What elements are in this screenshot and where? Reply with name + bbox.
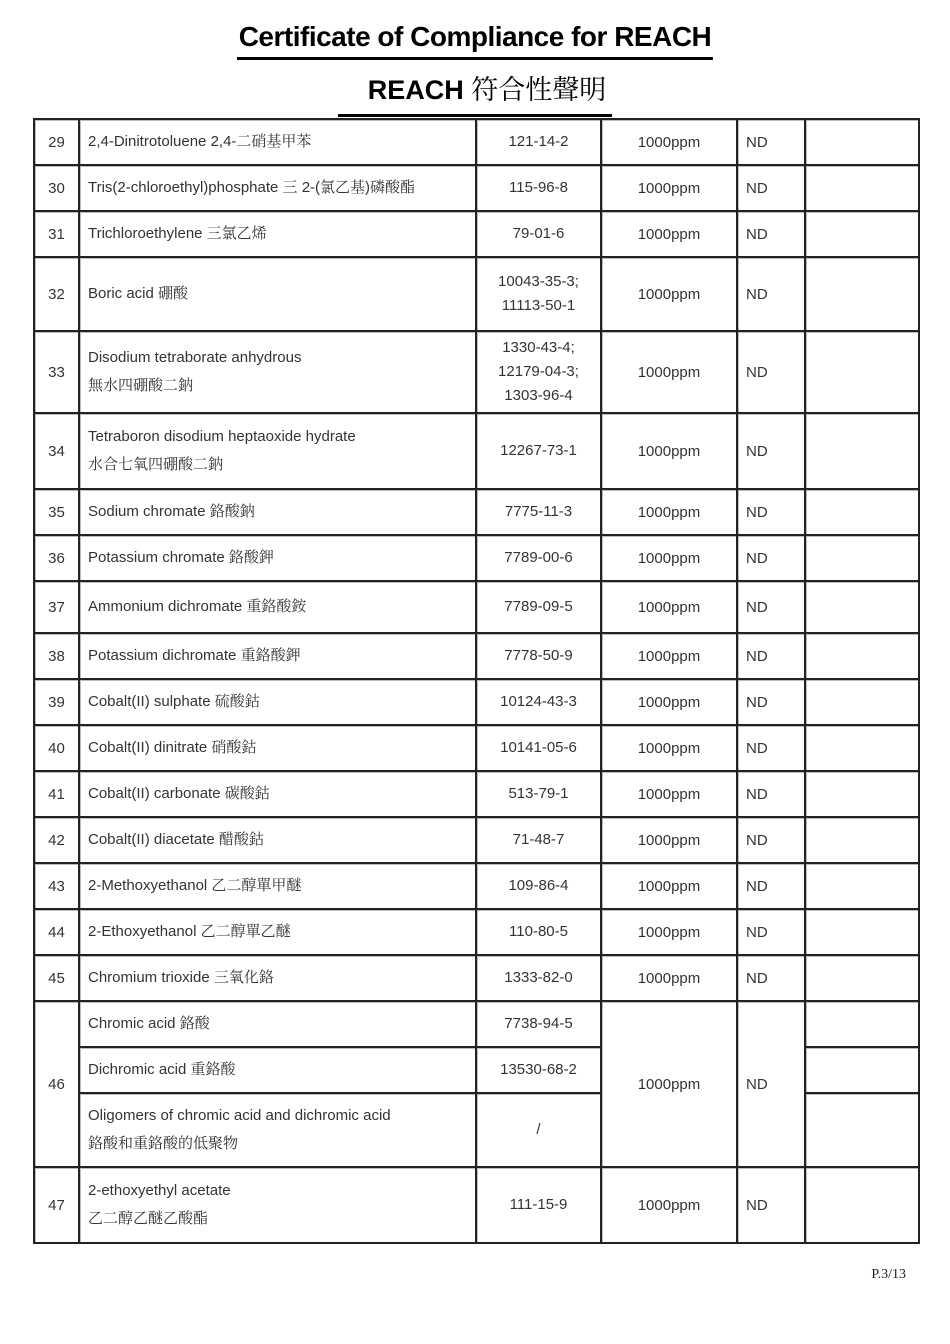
certificate-subtitle: REACH 符合性聲明 — [0, 70, 950, 117]
remark-cell — [806, 1002, 920, 1048]
limit-value: 1000ppm — [602, 332, 738, 414]
limit-value: 1000ppm — [602, 956, 738, 1002]
row-number: 43 — [35, 864, 80, 910]
substance-name-en: Cobalt(II) carbonate 碳酸鈷 — [88, 785, 270, 802]
row-number: 44 — [35, 910, 80, 956]
remark-cell — [806, 956, 920, 1002]
limit-value: 1000ppm — [602, 536, 738, 582]
substance-name-en: Chromium trioxide 三氧化鉻 — [88, 969, 274, 986]
substance-name-en: Oligomers of chromic acid and dichromic acid — [88, 1107, 391, 1124]
test-result: ND — [738, 772, 806, 818]
remark-cell — [806, 864, 920, 910]
row-number: 32 — [35, 258, 80, 332]
substance-name — [80, 582, 477, 634]
table-row — [35, 864, 920, 910]
test-result: ND — [738, 414, 806, 490]
remark-cell — [806, 490, 920, 536]
substance-name-en: 2-Methoxyethanol 乙二醇單甲醚 — [88, 877, 302, 894]
cas-number — [477, 536, 602, 582]
remark-cell — [806, 166, 920, 212]
remark-cell — [806, 818, 920, 864]
row-number: 46 — [35, 1002, 80, 1168]
cas-number: 13530-68-2 — [477, 1048, 602, 1094]
test-result: ND — [738, 120, 806, 166]
cas-number — [477, 772, 602, 818]
limit-value: 1000ppm — [602, 864, 738, 910]
substance-name — [80, 414, 477, 490]
test-result: ND — [738, 582, 806, 634]
table-row — [35, 1002, 920, 1048]
cas-number — [477, 818, 602, 864]
row-number: 45 — [35, 956, 80, 1002]
test-result: ND — [738, 1168, 806, 1244]
table-row — [35, 726, 920, 772]
remark-cell — [806, 258, 920, 332]
table-row — [35, 536, 920, 582]
limit-value: 1000ppm — [602, 120, 738, 166]
remark-cell — [806, 414, 920, 490]
cas-number — [477, 956, 602, 1002]
substance-name-en: Boric acid 硼酸 — [88, 285, 189, 302]
row-number: 35 — [35, 490, 80, 536]
cas-number — [477, 414, 602, 490]
row-number: 30 — [35, 166, 80, 212]
substance-name-zh: 水合七氧四硼酸二鈉 — [88, 456, 224, 473]
substance-name — [80, 910, 477, 956]
row-number: 47 — [35, 1168, 80, 1244]
substance-name — [80, 332, 477, 414]
substance-name-en: Cobalt(II) diacetate 醋酸鈷 — [88, 831, 264, 848]
substance-name — [80, 1048, 477, 1094]
limit-value: 1000ppm — [602, 582, 738, 634]
row-number: 33 — [35, 332, 80, 414]
remark-cell — [806, 634, 920, 680]
table-row — [35, 166, 920, 212]
remark-cell — [806, 1168, 920, 1244]
cas-line: 11113-50-1 — [501, 297, 576, 314]
table-row — [35, 956, 920, 1002]
table-row — [35, 332, 920, 414]
cas-line: 71-48-7 — [512, 831, 565, 848]
substance-name-en: Ammonium dichromate 重鉻酸銨 — [88, 598, 307, 615]
table-row — [35, 212, 920, 258]
substance-name — [80, 1002, 477, 1048]
cas-number — [477, 680, 602, 726]
substance-name — [80, 818, 477, 864]
row-number: 38 — [35, 634, 80, 680]
remark-cell — [806, 582, 920, 634]
remark-cell — [806, 1048, 920, 1094]
cas-line: 79-01-6 — [512, 225, 565, 242]
substance-name-en: Potassium chromate 鉻酸鉀 — [88, 549, 274, 566]
substance-name — [80, 864, 477, 910]
substance-name-zh: 乙二醇乙醚乙酸酯 — [88, 1210, 209, 1227]
substance-name-zh: 鉻酸和重鉻酸的低聚物 — [88, 1135, 239, 1152]
substance-name-en: 2,4-Dinitrotoluene 2,4-二硝基甲苯 — [88, 133, 312, 150]
remark-cell — [806, 726, 920, 772]
table-row — [35, 120, 920, 166]
test-result: ND — [738, 680, 806, 726]
cas-number — [477, 726, 602, 772]
cas-line: 513-79-1 — [508, 785, 569, 802]
substance-name-en: Trichloroethylene 三氯乙烯 — [88, 225, 267, 242]
cas-number: / — [477, 1094, 602, 1168]
limit-value: 1000ppm — [602, 212, 738, 258]
test-result: ND — [738, 490, 806, 536]
cas-line: 10124-43-3 — [500, 693, 577, 710]
cas-number — [477, 120, 602, 166]
test-result: ND — [738, 956, 806, 1002]
substance-name — [80, 1168, 477, 1244]
row-number: 34 — [35, 414, 80, 490]
cas-number — [477, 332, 602, 414]
substance-name-en: Sodium chromate 鉻酸鈉 — [88, 503, 255, 520]
test-result: ND — [738, 818, 806, 864]
substance-name — [80, 634, 477, 680]
substance-name-zh: 無水四硼酸二鈉 — [88, 377, 194, 394]
test-result: ND — [738, 536, 806, 582]
substance-name-en: Chromic acid 鉻酸 — [88, 1015, 210, 1032]
substance-name-en: Cobalt(II) sulphate 硫酸鈷 — [88, 693, 260, 710]
row-number: 41 — [35, 772, 80, 818]
row-number: 37 — [35, 582, 80, 634]
substance-name — [80, 772, 477, 818]
cas-line: 10141-05-6 — [500, 739, 577, 756]
remark-cell — [806, 120, 920, 166]
substance-name-en: Cobalt(II) dinitrate 硝酸鈷 — [88, 739, 257, 756]
test-result: ND — [738, 258, 806, 332]
limit-value: 1000ppm — [602, 1002, 738, 1168]
certificate-title: Certificate of Compliance for REACH — [0, 18, 950, 60]
test-result: ND — [738, 910, 806, 956]
substance-name-en: 2-ethoxyethyl acetate — [88, 1182, 231, 1199]
remark-cell — [806, 1094, 920, 1168]
cas-line: 7789-00-6 — [504, 549, 573, 566]
row-number: 42 — [35, 818, 80, 864]
test-result: ND — [738, 1002, 806, 1168]
table-row — [35, 680, 920, 726]
substance-name — [80, 956, 477, 1002]
cas-number — [477, 166, 602, 212]
substance-name-en: Tetraboron disodium heptaoxide hydrate — [88, 428, 356, 445]
row-number: 40 — [35, 726, 80, 772]
substance-name — [80, 680, 477, 726]
cas-number — [477, 634, 602, 680]
substance-name-en: Tris(2-chloroethyl)phosphate 三 2-(氯乙基)磷酸酯 — [88, 179, 416, 196]
limit-value: 1000ppm — [602, 490, 738, 536]
cas-number — [477, 582, 602, 634]
cas-line: 7789-09-5 — [504, 598, 573, 615]
cas-number: 7738-94-5 — [477, 1002, 602, 1048]
remark-cell — [806, 910, 920, 956]
limit-value: 1000ppm — [602, 166, 738, 212]
reach-substance-table — [33, 118, 920, 1244]
table-row — [35, 772, 920, 818]
substance-name — [80, 258, 477, 332]
cas-line: 10043-35-3; — [498, 273, 579, 290]
substance-name — [80, 166, 477, 212]
substance-name-en: 2-Ethoxyethanol 乙二醇單乙醚 — [88, 923, 291, 940]
test-result: ND — [738, 726, 806, 772]
limit-value: 1000ppm — [602, 910, 738, 956]
test-result: ND — [738, 212, 806, 258]
page-number: P.3/13 — [871, 1267, 906, 1282]
row-number: 29 — [35, 120, 80, 166]
row-number: 31 — [35, 212, 80, 258]
cas-line: 110-80-5 — [509, 923, 568, 940]
substance-name — [80, 120, 477, 166]
table-row — [35, 490, 920, 536]
cas-line: 109-86-4 — [508, 877, 569, 894]
table-row — [35, 634, 920, 680]
substance-name — [80, 1094, 477, 1168]
cas-line: 121-14-2 — [508, 133, 569, 150]
test-result: ND — [738, 634, 806, 680]
cas-number — [477, 864, 602, 910]
substance-name — [80, 536, 477, 582]
cas-line: 7775-11-3 — [504, 503, 573, 520]
row-number: 36 — [35, 536, 80, 582]
test-result: ND — [738, 166, 806, 212]
limit-value: 1000ppm — [602, 1168, 738, 1244]
remark-cell — [806, 212, 920, 258]
limit-value: 1000ppm — [602, 414, 738, 490]
cas-line: 115-96-8 — [509, 179, 568, 196]
limit-value: 1000ppm — [602, 634, 738, 680]
limit-value: 1000ppm — [602, 680, 738, 726]
test-result: ND — [738, 864, 806, 910]
cas-number — [477, 490, 602, 536]
substance-name — [80, 212, 477, 258]
substance-name-en: Dichromic acid 重鉻酸 — [88, 1061, 236, 1078]
remark-cell — [806, 536, 920, 582]
table-row — [35, 1168, 920, 1244]
substance-name-en: Potassium dichromate 重鉻酸鉀 — [88, 647, 301, 664]
limit-value: 1000ppm — [602, 772, 738, 818]
limit-value: 1000ppm — [602, 258, 738, 332]
cas-line: 1330-43-4; — [502, 339, 575, 356]
cas-line: 1333-82-0 — [504, 969, 573, 986]
remark-cell — [806, 680, 920, 726]
substance-name — [80, 726, 477, 772]
table-row — [35, 910, 920, 956]
table-row — [35, 258, 920, 332]
cas-line: 12179-04-3; — [498, 363, 579, 380]
substance-name-en: Disodium tetraborate anhydrous — [88, 349, 302, 366]
row-number: 39 — [35, 680, 80, 726]
table-row — [35, 582, 920, 634]
substance-name — [80, 490, 477, 536]
remark-cell — [806, 332, 920, 414]
limit-value: 1000ppm — [602, 818, 738, 864]
cas-line: 12267-73-1 — [500, 442, 577, 459]
cas-number — [477, 212, 602, 258]
table-row — [35, 414, 920, 490]
cas-number: 111-15-9 — [477, 1168, 602, 1244]
cas-number — [477, 910, 602, 956]
remark-cell — [806, 772, 920, 818]
cas-line: 7778-50-9 — [504, 647, 573, 664]
table-row — [35, 818, 920, 864]
cas-line: 1303-96-4 — [504, 387, 573, 404]
limit-value: 1000ppm — [602, 726, 738, 772]
cas-number — [477, 258, 602, 332]
test-result: ND — [738, 332, 806, 414]
